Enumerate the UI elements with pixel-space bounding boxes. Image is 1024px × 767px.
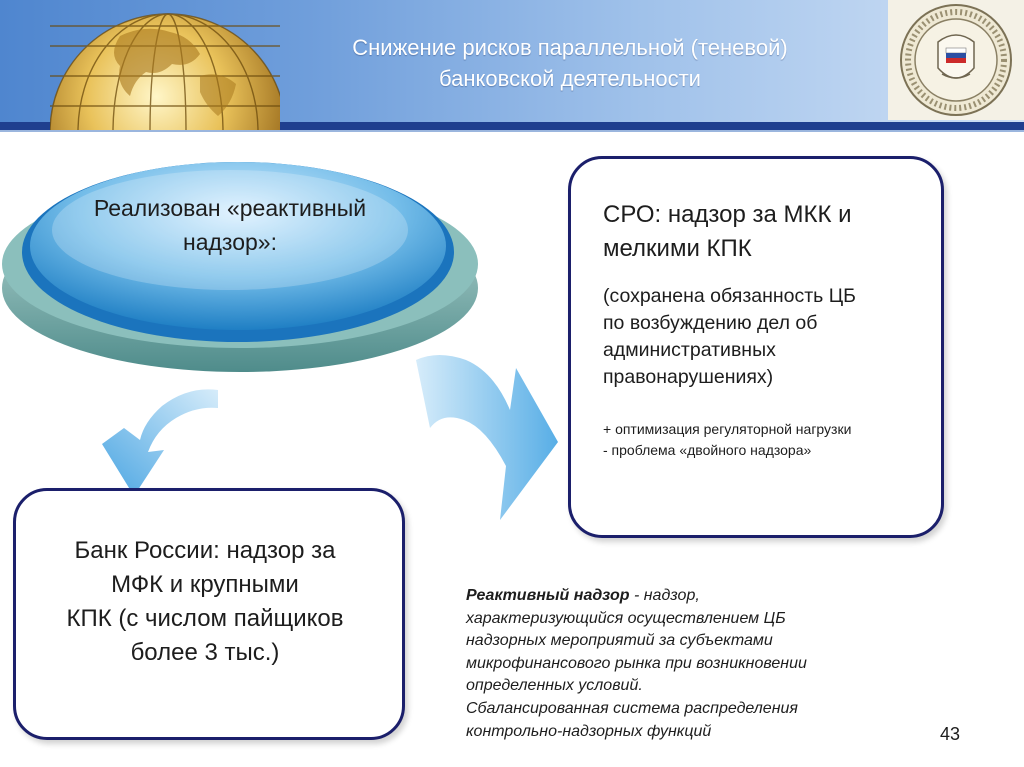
definition-line6: Сбалансированная система распределения bbox=[466, 699, 798, 717]
definition-line1 bbox=[466, 585, 916, 608]
sro-note-line3: административных bbox=[603, 339, 776, 361]
university-seal-icon bbox=[898, 2, 1014, 118]
sro-plus-line: + оптимизация регуляторной нагрузки bbox=[603, 421, 852, 437]
sro-title bbox=[603, 198, 943, 266]
slide-title-line2: банковской деятельности bbox=[439, 66, 701, 91]
reactive-label-line2: надзор»: bbox=[183, 229, 277, 255]
bank-text-line3: КПК (с числом пайщиков bbox=[66, 605, 344, 632]
definition-line4: микрофинансового рынка при возникновении bbox=[466, 654, 807, 672]
sro-note-line4: правонарушениях) bbox=[603, 366, 774, 388]
sro-pros-cons bbox=[603, 419, 933, 461]
reactive-label bbox=[40, 191, 420, 259]
sro-title-line1: СРО: надзор за МКК и bbox=[603, 201, 852, 228]
definition-line1-rest: - надзор, bbox=[629, 587, 700, 604]
definition-line7: контрольно-надзорных функций bbox=[466, 722, 712, 740]
sro-minus-line: - проблема «двойного надзора» bbox=[603, 442, 812, 458]
slide-title-line1: Снижение рисков параллельной (теневой) bbox=[352, 35, 788, 60]
sro-note-line1: (сохранена обязанность ЦБ bbox=[603, 285, 856, 307]
bank-text-line4: более 3 тыс.) bbox=[130, 639, 280, 666]
sro-title-line2: мелкими КПК bbox=[603, 235, 752, 262]
bank-text-line2: МФК и крупными bbox=[111, 571, 299, 598]
slide-number: 43 bbox=[939, 724, 961, 744]
header-underline bbox=[0, 130, 1024, 132]
definition-term: Реактивный надзор bbox=[466, 587, 630, 604]
definition-line5: определенных условий. bbox=[466, 677, 643, 695]
sro-note-line2: по возбуждению дел об bbox=[603, 312, 818, 334]
sro-note bbox=[603, 283, 923, 391]
definition-line2: характеризующийся осуществлением ЦБ bbox=[466, 609, 786, 627]
definition-line3: надзорных мероприятий за субъектами bbox=[466, 632, 773, 650]
arrow-down-left-icon bbox=[100, 388, 220, 498]
reactive-label-line1: Реализован «реактивный bbox=[93, 195, 367, 221]
arrow-right-icon bbox=[412, 350, 562, 525]
bank-text-line1: Банк России: надзор за bbox=[74, 537, 336, 564]
bank-text bbox=[30, 534, 380, 670]
slide-title bbox=[300, 32, 840, 94]
seal-container bbox=[888, 0, 1024, 120]
globe-icon bbox=[50, 6, 280, 130]
definition-text bbox=[466, 585, 916, 743]
